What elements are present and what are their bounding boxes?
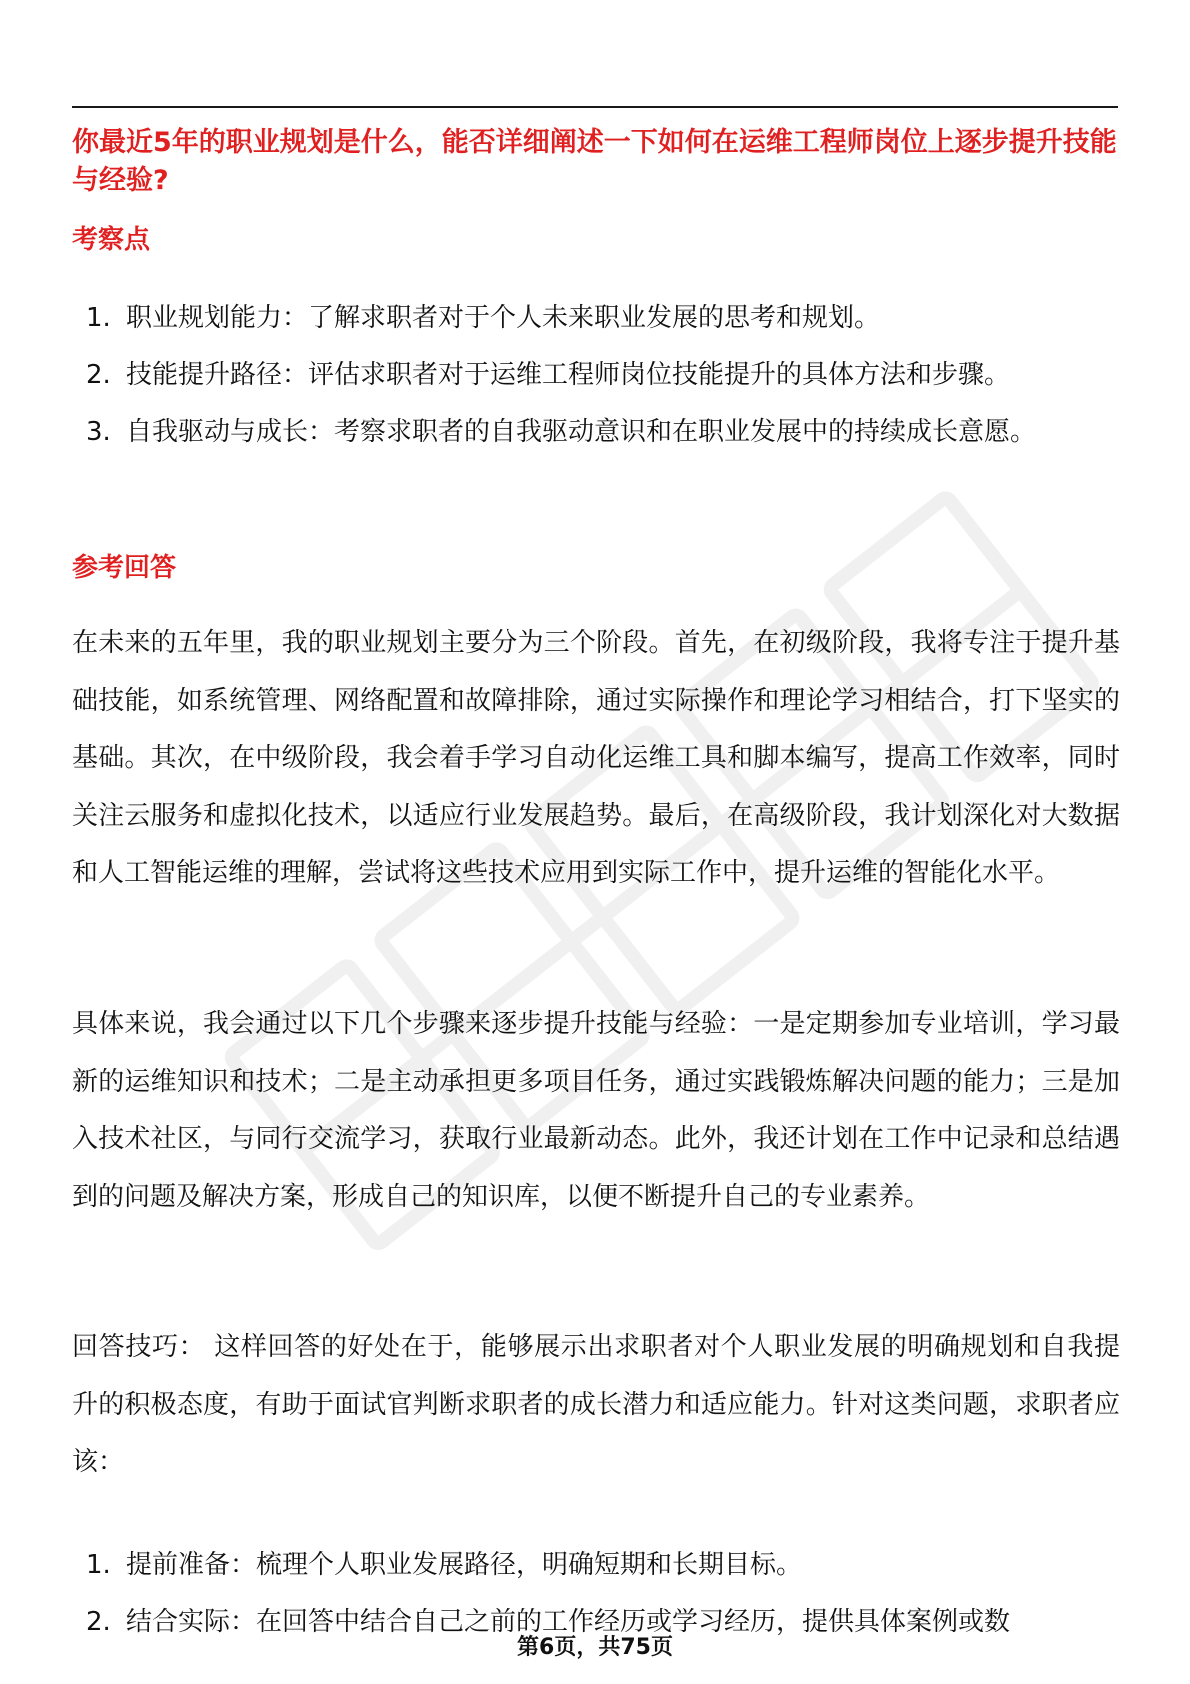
page-number: 第6页，共75页: [517, 1635, 673, 1660]
focus-item: [72, 290, 1120, 347]
focus-item: [72, 347, 1120, 404]
tips-paragraph: 回答技巧： 这样回答的好处在于，能够展示出求职者对个人职业发展的明确规划和自我提升的积极态度，有助于面试官判断求职者的成长潜力和适应能力。针对这类问题，求职者应该：: [72, 1332, 1120, 1477]
answer-paragraph: 在未来的五年里，我的职业规划主要分为三个阶段。首先，在初级阶段，我将专注于提升基础技能，如系统管理、网络配置和故障排除，通过实际操作和理论学习相结合，打下坚实的基础。其次，在中级阶段，我会着手学习自动化运维工具和脚本编写，提高工作效率，同时关注云服务和虚拟化技术，以适应行业发展趋势。最后，在高级阶段，我计划深化对大数据和人工智能运维的理解，尝试将这些技术应用到实际工作中，提升运维的智能化水平。: [72, 628, 1120, 888]
focus-item: [72, 404, 1120, 461]
tips-item-text: 结合实际：在回答中结合自己之前的工作经历或学习经历，提供具体案例或数: [126, 1607, 1011, 1637]
focus-heading: 考察点: [72, 225, 151, 255]
question-title: 你最近5年的职业规划是什么，能否详细阐述一下如何在运维工程师岗位上逐步提升技能与经验?: [72, 127, 1117, 196]
answer-paragraph: 具体来说，我会通过以下几个步骤来逐步提升技能与经验：一是定期参加专业培训，学习最新的运维知识和技术；二是主动承担更多项目任务，通过实践锻炼解决问题的能力；三是加入技术社区，与同行交流学习，获取行业最新动态。此外，我还计划在工作中记录和总结遇到的问题及解决方案，形成自己的知识库，以便不断提升自己的专业素养。: [72, 1009, 1120, 1212]
focus-item-text: 职业规划能力：了解求职者对于个人未来职业发展的思考和规划。: [126, 303, 881, 333]
answer-heading: 参考回答: [72, 553, 177, 583]
focus-item-text: 技能提升路径：评估求职者对于运维工程师岗位技能提升的具体方法和步骤。: [126, 360, 1011, 390]
focus-item-number: 1.: [86, 303, 111, 333]
tips-item-text: 提前准备：梳理个人职业发展路径，明确短期和长期目标。: [126, 1550, 803, 1580]
focus-item-number: 2.: [86, 360, 111, 390]
tips-item-number: 1.: [86, 1550, 111, 1580]
focus-item-text: 自我驱动与成长：考察求职者的自我驱动意识和在职业发展中的持续成长意愿。: [126, 417, 1037, 447]
top-divider: [72, 106, 1118, 108]
tips-item-number: 2.: [86, 1607, 111, 1637]
focus-list: [72, 290, 1120, 461]
tips-item: [72, 1537, 1120, 1594]
focus-item-number: 3.: [86, 417, 111, 447]
